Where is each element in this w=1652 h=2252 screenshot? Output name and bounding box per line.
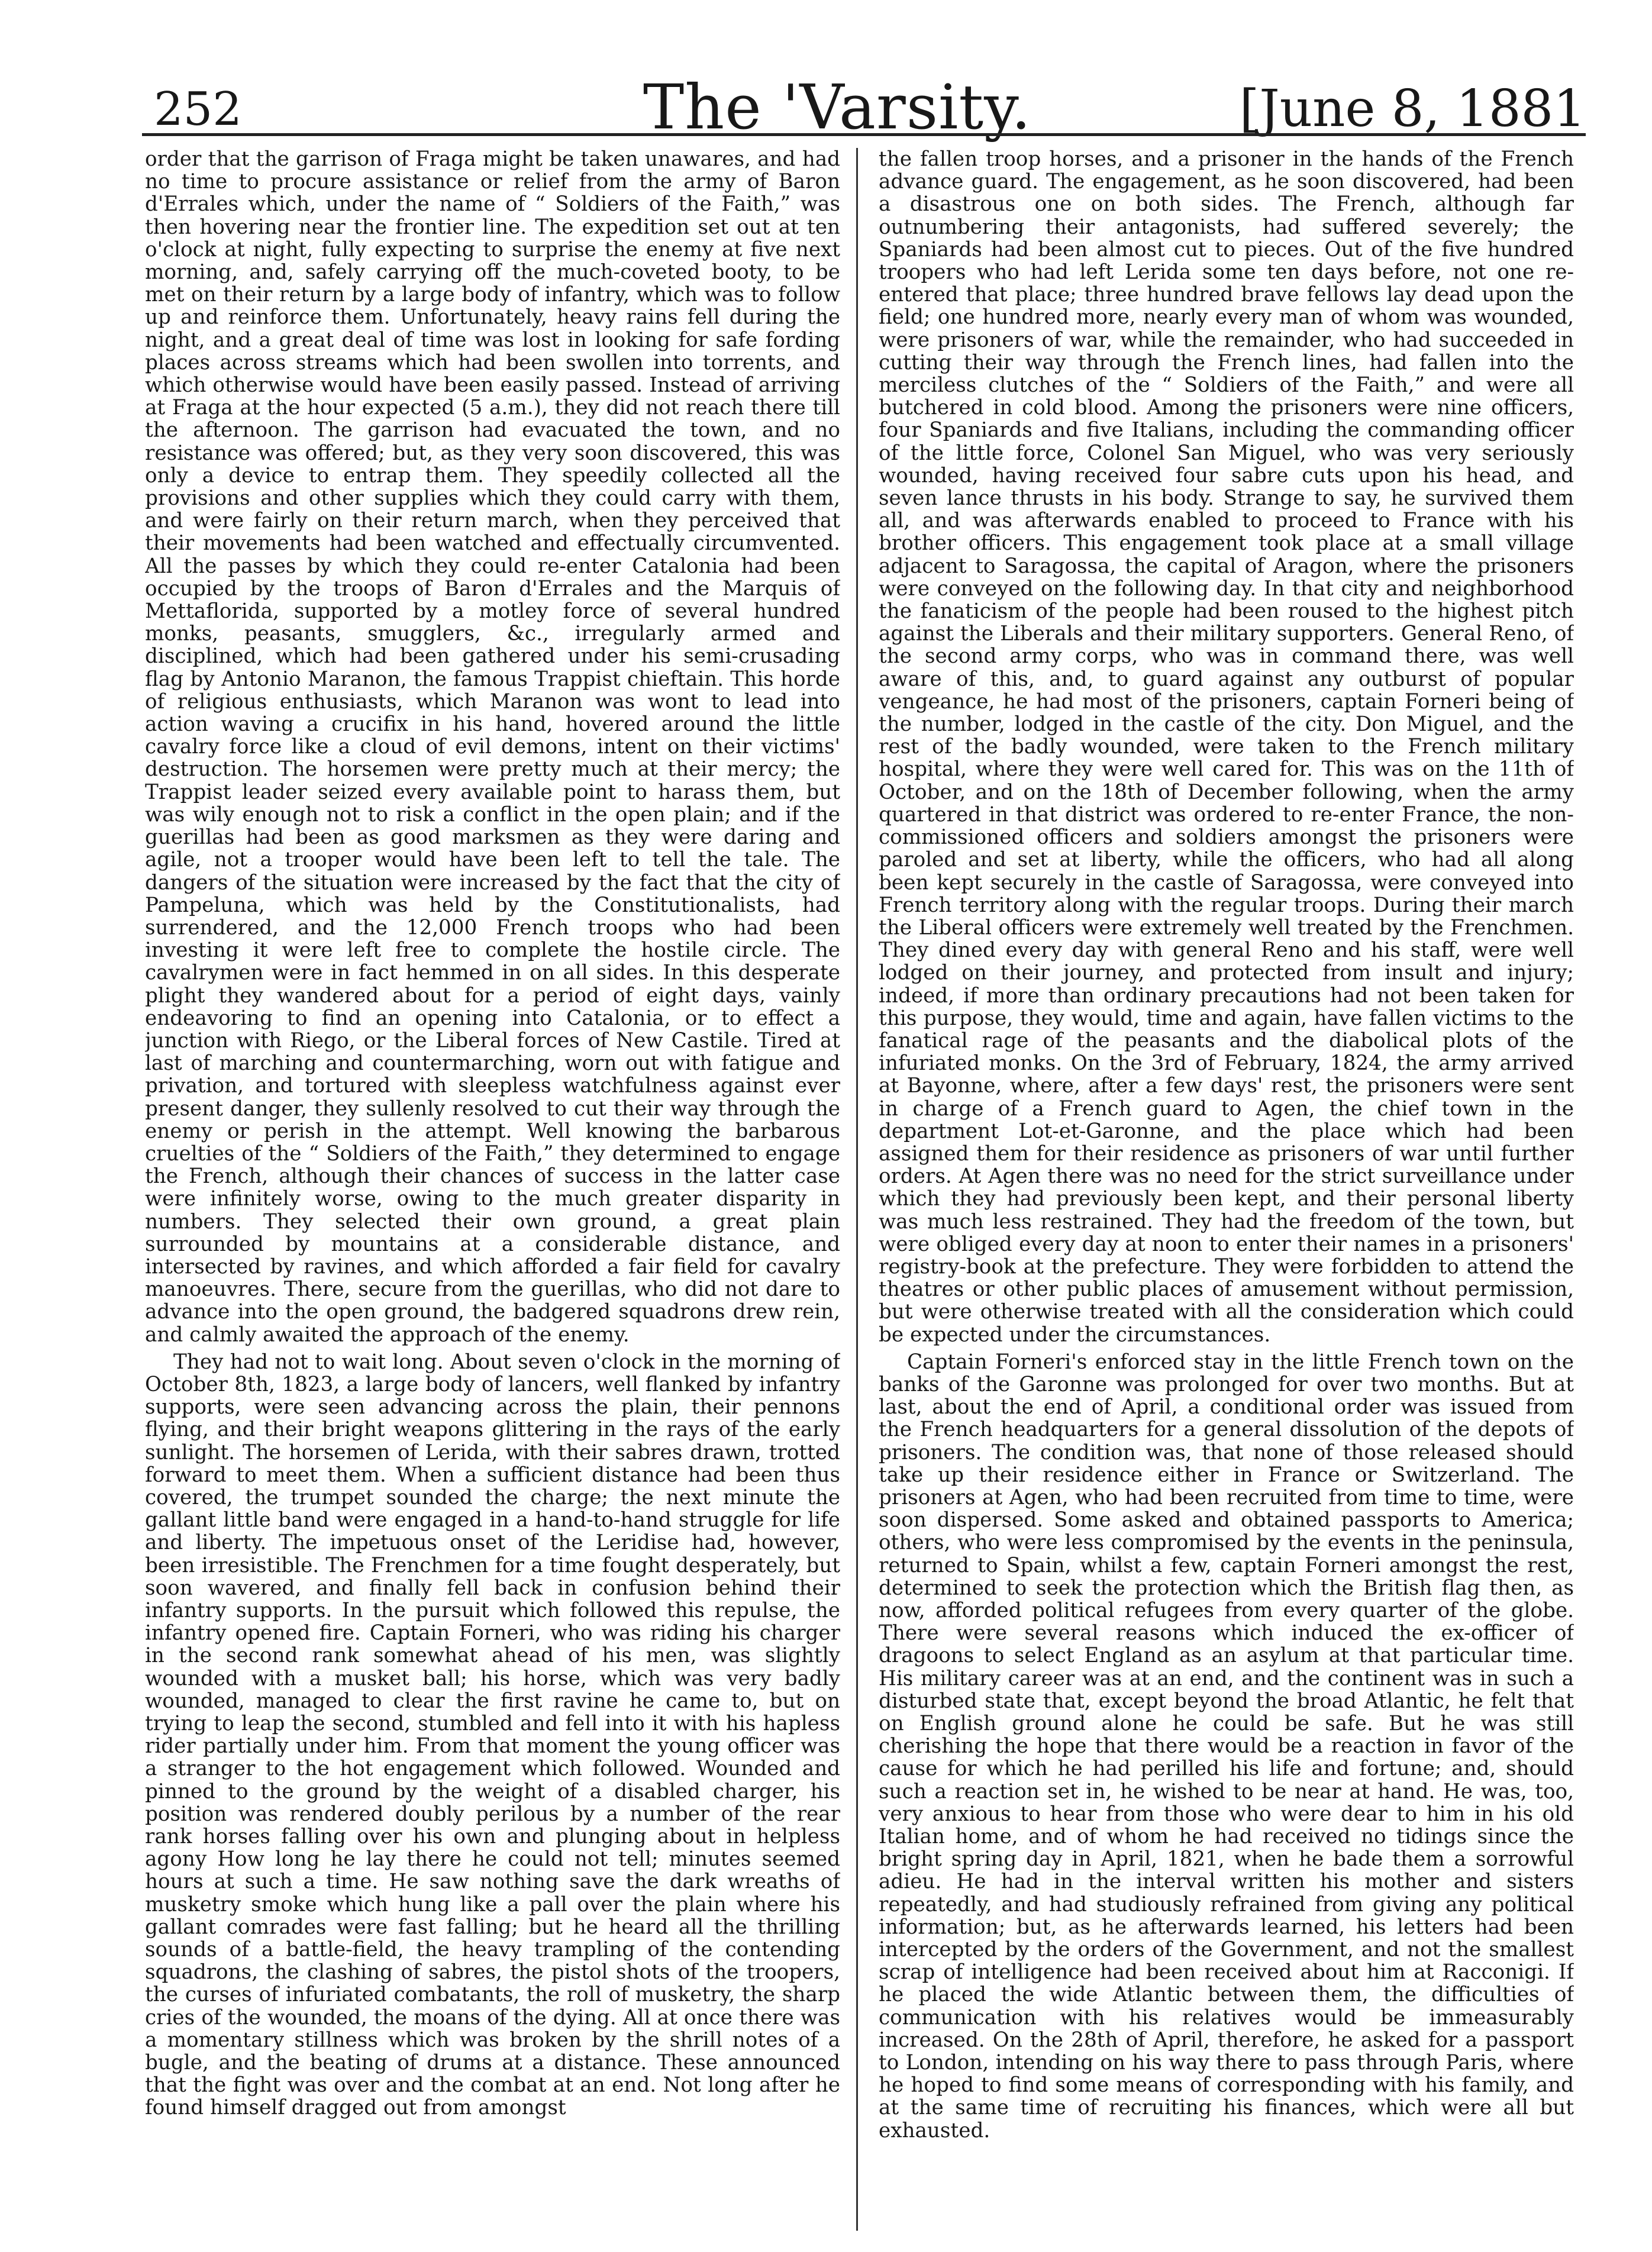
right-paragraph-1: the fallen troop horses, and a prisoner in the hands of the French advance guard. The engagement, as he soon discovered, had been a disastrous one on both sides. The French, although far outnumbering their antagonists, had suffered severely; the Spaniards had been almost cut to pieces. Out of the five hundred troopers who had left Lerida some ten days before, not one re-entered that place; three hundred brave fellows lay dead upon the field; one hundred more, nearly every man of whom was wounded, were prisoners of war, while the remainder, who had succeeded in cutting their way through the French lines, had fallen into the merciless clutches of the “ Soldiers of the Faith,” and were all butchered in cold blood. Among the prisoners were nine officers, four Spaniards and five Italians, including the commanding officer of the little force, Colonel San Miguel, who was very seriously wounded, having received four sabre cuts upon his head, and seven lance thrusts in his body. Strange to say, he survived them all, and was afterwards enabled to proceed to France with his brother officers. This engagement took place at a small village adjacent to Saragossa, the capital of Aragon, where the prisoners were conveyed on the following day. In that city and neighborhood the fanaticism of the people had been roused to the highest pitch against the Liberals and their military supporters. General Reno, of the second army corps, who was in command there, was well aware of this, and, to guard against any outburst of popular vengeance, he had most of the prisoners, captain Forneri being of the number, lodged in the castle of the city. Don Miguel, and the rest of the badly wounded, were taken to the French military hospital, where they were well cared for. This was on the 11th of October, and on the 18th of December following, when the army quartered in that district was ordered to re-enter France, the non-commissioned officers and soldiers amongst the prisoners were paroled and set at liberty, while the officers, who had all along been kept securely in the castle of Saragossa, were conveyed into French territory along with the regular troops. During their march the Liberal officers were extremely well treated by the Frenchmen. They dined every day with general Reno and his staff, were well lodged on their journey, and protected from insult and injury; indeed, if more than ordinary precautions had not been taken for this purpose, they would, time and again, have fallen victims to the fanatical rage of the peasants and the diabolical plots of the infuriated monks. On the 3rd of February, 1824, the army arrived at Bayonne, where, after a few days' rest, the prisoners were sent in charge of a French guard to Agen, the chief town in the department Lot-et-Garonne, and the place which had been assigned them for their residence as prisoners of war until further orders. At Agen there was no need for the strict surveillance under which they had previously been kept, and their personal liberty was much less restrained. They had the freedom of the town, but were obliged every day at noon to enter their names in a prisoners' registry-book at the prefecture. They were forbidden to attend the theatres or other public places of amusement without permission, but were otherwise treated with all the consideration which could be expected under the circumstances. (879, 148, 1574, 1347)
right-paragraph-2: Captain Forneri's enforced stay in the little French town on the banks of the Garonne was prolonged for over two months. But at last, about the end of April, a conditional order was issued from the French headquarters for a general dissolution of the depots of prisoners. The condition was, that none of those released should take up their residence either in France or Switzerland. The prisoners at Agen, who had been recruited from time to time, were soon dispersed. Some asked and obtained passports to America; others, who were less compromised by the events in the peninsula, returned to Spain, whilst a few, captain Forneri amongst the rest, determined to seek the protection which the British flag then, as now, afforded political refugees from every quarter of the globe. There were several reasons which induced the ex-officer of dragoons to select England as an asylum at that particular time. His military career was at an end, and the continent was in such a disturbed state that, except beyond the broad Atlantic, he felt that on English ground alone he could be safe. But he was still cherishing the hope that there would be a reaction in favor of the cause for which he had perilled his life and fortune; and, should such a reaction set in, he wished to be near at hand. He was, too, very anxious to hear from those who were dear to him in his old Italian home, and of whom he had received no tidings since the bright spring day in April, 1821, when he bade them a sorrowful adieu. He had in the interval written his mother and sisters repeatedly, and had studiously refrained from giving any political information; but, as he afterwards learned, his letters had been intercepted by the orders of the Government, and not the smallest scrap of intelligence had been received about him at Racconigi. If he placed the wide Atlantic between them, the difficulties of communication with his relatives would be immeasurably increased. On the 28th of April, therefore, he asked for a passport to London, intending on his way there to pass through Paris, where he hoped to find some means of corresponding with his family, and at the same time of recruiting his finances, which were all but exhausted. (879, 1350, 1574, 2143)
header-rule (142, 133, 1586, 136)
page-header (89, 59, 1586, 142)
left-paragraph-1: order that the garrison of Fraga might be taken unawares, and had no time to procure assistance or relief from the army of Baron d'Errales which, under the name of “ Soldiers of the Faith,” was then hovering near the frontier line. The expedition set out at ten o'clock at night, fully expecting to surprise the enemy at five next morning, and, safely carrying off the much-coveted booty, to be met on their return by a large body of infantry, which was to follow up and reinforce them. Unfortunately, heavy rains fell during the night, and a great deal of time was lost in looking for safe fording places across streams which had been swollen into torrents, and which otherwise would have been easily passed. Instead of arriving at Fraga at the hour expected (5 a.m.), they did not reach there till the afternoon. The garrison had evacuated the town, and no resistance was offered; but, as they very soon discovered, this was only a device to entrap them. They speedily collected all the provisions and other supplies which they could carry with them, and were fairly on their return march, when they perceived that their movements had been watched and effectually circumvented. All the passes by which they could re-enter Catalonia had been occupied by the troops of Baron d'Errales and the Marquis of Mettaflorida, supported by a motley force of several hundred monks, peasants, smugglers, &c., irregularly armed and disciplined, which had been gathered under his semi-crusading flag by Antonio Maranon, the famous Trappist chieftain. This horde of religious enthusiasts, which Maranon was wont to lead into action waving a crucifix in his hand, hovered around the little cavalry force like a cloud of evil demons, intent on their victims' destruction. The horsemen were pretty much at their mercy; the Trappist leader seized every available point to harass them, but was wily enough not to risk a conflict in the open plain; and if the guerillas had been as good marksmen as they were daring and agile, not a trooper would have been left to tell the tale. The dangers of the situation were increased by the fact that the city of Pampeluna, which was held by the Constitutionalists, had surrendered, and the 12,000 French troops who had been investing it were left free to complete the hostile circle. The cavalrymen were in fact hemmed in on all sides. In this desperate plight they wandered about for a period of eight days, vainly endeavoring to find an opening into Catalonia, or to effect a junction with Riego, or the Liberal forces of New Castile. Tired at last of marching and countermarching, worn out with fatigue and privation, and tortured with sleepless watchfulness against ever present danger, they sullenly resolved to cut their way through the enemy or perish in the attempt. Well knowing the barbarous cruelties of the “ Soldiers of the Faith,” they determined to engage the French, although their chances of success in the latter case were infinitely worse, owing to the much greater disparity in numbers. They selected their own ground, a great plain surrounded by mountains at a considerable distance, and intersected by ravines, and which afforded a fair field for cavalry manoeuvres. There, secure from the guerillas, who did not dare to advance into the open ground, the badgered squadrons drew rein, and calmly awaited the approach of the enemy. (145, 148, 840, 1347)
journal-title: The 'Varsity. (643, 71, 1032, 143)
issue-date: [June 8, 1881 (1239, 79, 1586, 138)
column-rule (856, 148, 858, 2231)
left-paragraph-2: They had not to wait long. About seven o'clock in the morning of October 8th, 1823, a large body of lancers, well flanked by infantry supports, were seen advancing across the plain, their pennons flying, and their bright weapons glittering in the rays of the early sunlight. The horsemen of Lerida, with their sabres drawn, trotted forward to meet them. When a sufficient distance had been thus covered, the trumpet sounded the charge; the next minute the gallant little band were engaged in a hand-to-hand struggle for life and liberty. The impetuous onset of the Leridise had, however, been irresistible. The Frenchmen for a time fought desperately, but soon wavered, and finally fell back in confusion behind their infantry supports. In the pursuit which followed this repulse, the infantry opened fire. Captain Forneri, who was riding his charger in the second rank somewhat ahead of his men, was slightly wounded with a musket ball; his horse, which was very badly wounded, managed to clear the first ravine he came to, but on trying to leap the second, stumbled and fell into it with his hapless rider partially under him. From that moment the young officer was a stranger to the hot engagement which followed. Wounded and pinned to the ground by the weight of a disabled charger, his position was rendered doubly perilous by a number of the rear rank horses falling over his own and plunging about in helpless agony How long he lay there he could not tell; minutes seemed hours at such a time. He saw nothing save the dark wreaths of musketry smoke which hung like a pall over the plain where his gallant comrades were fast falling; but he heard all the thrilling sounds of a battle-field, the heavy trampling of the contending squadrons, the clashing of sabres, the pistol shots of the troopers, the curses of infuriated combatants, the roll of musketry, the sharp cries of the wounded, the moans of the dying. All at once there was a momentary stillness which was broken by the shrill notes of a bugle, and the beating of drums at a distance. These announced that the fight was over and the combat at an end. Not long after he found himself dragged out from amongst (145, 1350, 840, 2120)
right-column (879, 148, 1574, 2219)
left-column (145, 148, 840, 2219)
page-number: 252 (154, 83, 242, 136)
